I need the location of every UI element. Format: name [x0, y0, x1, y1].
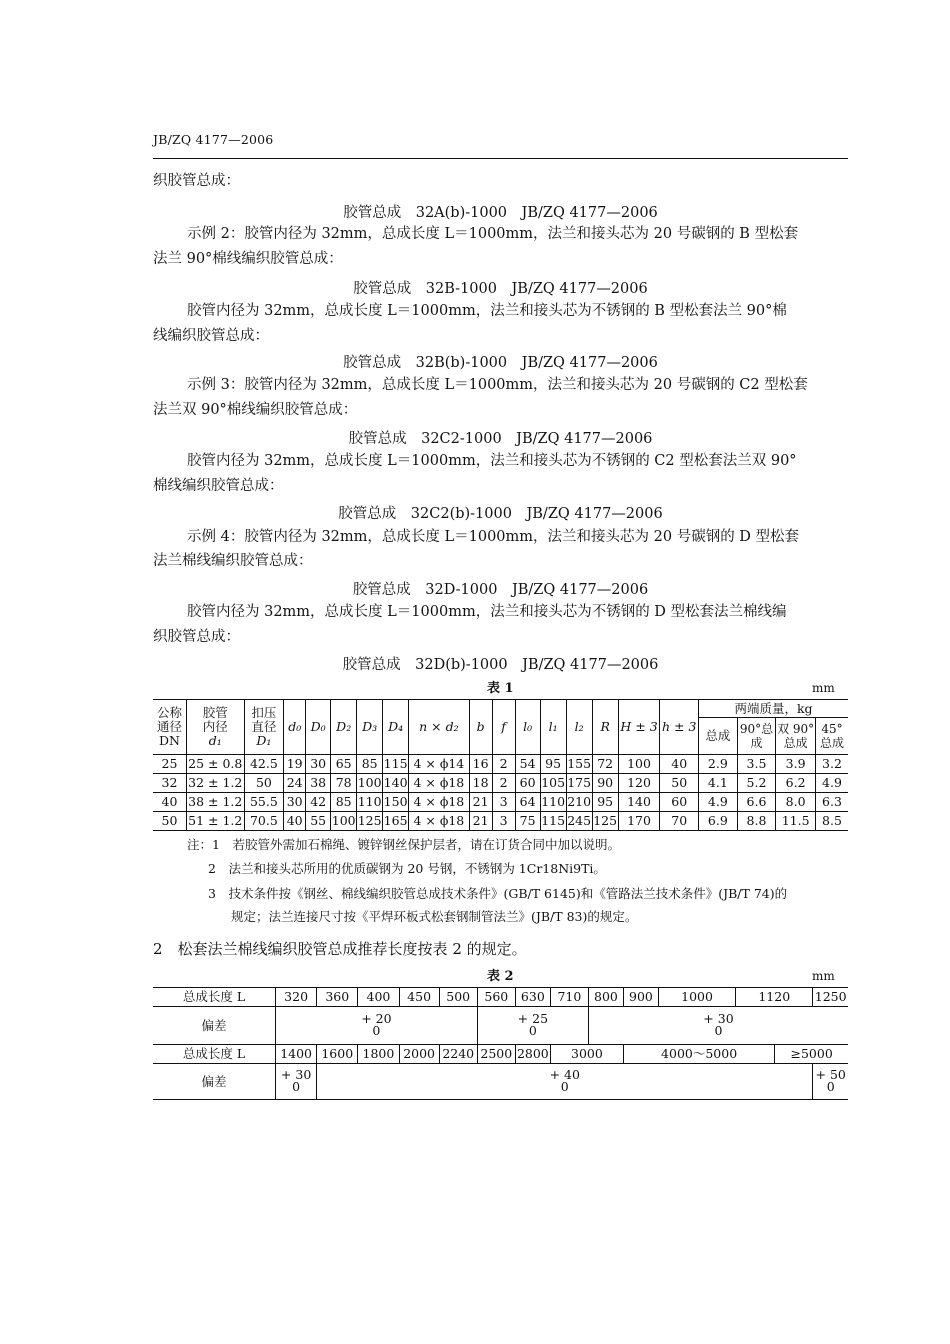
table-cell: 64 [515, 793, 540, 812]
table-cell: 155 [566, 755, 592, 774]
designation-line: 胶管总成 32C2-1000 JB/ZQ 4177—2006 [348, 431, 653, 447]
table-cell: 5.2 [737, 774, 776, 793]
table-cell: 25 ± 0.8 [186, 755, 244, 774]
table-cell: 6.3 [815, 793, 848, 812]
table-cell: 6.9 [699, 812, 738, 831]
table-cell: 60 [515, 774, 540, 793]
table-cell: 8.8 [737, 812, 776, 831]
tolerance-cell: + 25 0 [477, 1007, 588, 1045]
length-cell: 1250 [813, 988, 848, 1007]
table-cell: 100 [331, 812, 357, 831]
table-cell: 6.2 [776, 774, 816, 793]
table-cell: 40 [284, 812, 306, 831]
header-col: D₄ [383, 700, 409, 755]
table-row [153, 755, 848, 774]
header-col: h ± 3 [660, 700, 699, 755]
length-cell: 2500 [477, 1045, 515, 1064]
table-cell: 55 [306, 812, 331, 831]
table-cell: 150 [383, 793, 409, 812]
table-cell: 21 [469, 812, 492, 831]
table-cell: 115 [540, 812, 566, 831]
header-col: H ± 3 [618, 700, 660, 755]
header-col: l₂ [566, 700, 592, 755]
table-cell: 70 [660, 812, 699, 831]
header-mass: 90°总成 [737, 718, 776, 755]
table-cell: 125 [592, 812, 618, 831]
length-cell: 2000 [399, 1045, 439, 1064]
table-cell: 42.5 [244, 755, 284, 774]
table-cell: 51 ± 1.2 [186, 812, 244, 831]
table-cell: 115 [383, 755, 409, 774]
header-col: f [492, 700, 515, 755]
header-mass: 45°总成 [815, 718, 848, 755]
tolerance-cell: + 20 0 [276, 1007, 478, 1045]
header-rule [153, 158, 848, 159]
table1-caption: 表 1 [487, 681, 514, 696]
length-cell: 4000～5000 [623, 1045, 774, 1064]
length-cell: 1120 [736, 988, 813, 1007]
length-cell: 1000 [658, 988, 735, 1007]
table-cell: 6.6 [737, 793, 776, 812]
length-cell: 500 [439, 988, 477, 1007]
header-mass: 总成 [699, 718, 738, 755]
text-line: 胶管内径为 32mm，总成长度 L＝1000mm，法兰和接头芯为不锈钢的 B 型松套法兰 90°棉 [187, 303, 787, 319]
tol1-label: 偏差 [153, 1007, 276, 1045]
header-crimp-diameter: 扣压 直径 D₁ [244, 700, 284, 755]
text-line: 胶管内径为 32mm，总成长度 L＝1000mm，法兰和接头芯为不锈钢的 C2 型松套法兰双 90° [187, 453, 797, 469]
designation-line: 胶管总成 32C2(b)-1000 JB/ZQ 4177—2006 [338, 506, 663, 522]
table-cell: 165 [383, 812, 409, 831]
tolerance-cell: + 40 0 [317, 1064, 813, 1100]
length-cell: 320 [276, 988, 317, 1007]
table-cell: 110 [540, 793, 566, 812]
table-cell: 21 [469, 793, 492, 812]
length-cell: 400 [358, 988, 399, 1007]
length-cell: 1400 [276, 1045, 317, 1064]
length-cell: 1600 [317, 1045, 358, 1064]
table-cell: 30 [306, 755, 331, 774]
table-cell: 65 [331, 755, 357, 774]
table-cell: 120 [618, 774, 660, 793]
header-mass: 双 90°总成 [776, 718, 816, 755]
table-cell: 210 [566, 793, 592, 812]
note-1: 注：1 若胶管外需加石棉绳、镀锌钢丝保护层者，请在订货合同中加以说明。 [187, 837, 620, 852]
note-2: 2 法兰和接头芯所用的优质碳钢为 20 号钢，不锈钢为 1Cr18Ni9Ti。 [208, 861, 606, 876]
table-cell: 24 [284, 774, 306, 793]
table-cell: 40 [660, 755, 699, 774]
table-row [153, 774, 848, 793]
table-cell: 25 [153, 755, 186, 774]
table-cell: 19 [284, 755, 306, 774]
designation-line: 胶管总成 32B(b)-1000 JB/ZQ 4177—2006 [343, 355, 658, 371]
table-cell: 2 [492, 774, 515, 793]
table1-dimensions [153, 699, 848, 831]
table-row [153, 793, 848, 812]
table-cell: 2 [492, 755, 515, 774]
table-cell: 3.9 [776, 755, 816, 774]
table2-lengths [153, 987, 848, 1100]
length-cell: 630 [515, 988, 550, 1007]
text-line: 法兰双 90°棉线编织胶管总成： [153, 402, 358, 418]
table-cell: 18 [469, 774, 492, 793]
table-cell: 85 [357, 755, 383, 774]
text-line: 线编织胶管总成： [153, 328, 269, 344]
table-cell: 16 [469, 755, 492, 774]
note-3-continued: 规定；法兰连接尺寸按《平焊环板式松套钢制管法兰》(JB/T 83)的规定。 [231, 909, 638, 924]
text-line: 胶管内径为 32mm，总成长度 L＝1000mm，法兰和接头芯为不锈钢的 D 型松套法兰棉线编 [187, 604, 787, 620]
length-cell: 710 [550, 988, 588, 1007]
tol2-label: 偏差 [153, 1064, 276, 1100]
table-cell: 42 [306, 793, 331, 812]
designation-line: 胶管总成 32B-1000 JB/ZQ 4177—2006 [353, 281, 648, 297]
tolerance-cell: + 30 0 [588, 1007, 848, 1045]
table-cell: 4.9 [815, 774, 848, 793]
table-cell: 4 × ϕ18 [409, 812, 470, 831]
table-row [153, 812, 848, 831]
table2-caption: 表 2 [487, 969, 514, 984]
length-cell: 450 [399, 988, 439, 1007]
length-cell: 2240 [439, 1045, 477, 1064]
length-cell: 2800 [515, 1045, 550, 1064]
length-cell: 3000 [550, 1045, 623, 1064]
table-cell: 95 [540, 755, 566, 774]
text-line: 法兰 90°棉线编织胶管总成： [153, 251, 343, 267]
header-col: d₀ [284, 700, 306, 755]
table-cell: 100 [357, 774, 383, 793]
table-cell: 100 [618, 755, 660, 774]
header-dn: 公称 通径 DN [153, 700, 186, 755]
length-cell: 900 [623, 988, 658, 1007]
table-cell: 4 × ϕ18 [409, 793, 470, 812]
tolerance-cell: + 50 0 [813, 1064, 848, 1100]
designation-line: 胶管总成 32D-1000 JB/ZQ 4177—2006 [352, 582, 649, 598]
header-col: b [469, 700, 492, 755]
table-cell: 170 [618, 812, 660, 831]
document-code-header: JB/ZQ 4177—2006 [153, 132, 274, 147]
table-cell: 60 [660, 793, 699, 812]
table-cell: 125 [357, 812, 383, 831]
table-cell: 105 [540, 774, 566, 793]
header-col: D₀ [306, 700, 331, 755]
table-cell: 32 ± 1.2 [186, 774, 244, 793]
table-cell: 50 [153, 812, 186, 831]
table-cell: 75 [515, 812, 540, 831]
table-cell: 140 [383, 774, 409, 793]
table-cell: 4.9 [699, 793, 738, 812]
table-cell: 8.5 [815, 812, 848, 831]
designation-line: 胶管总成 32D(b)-1000 JB/ZQ 4177—2006 [342, 657, 659, 673]
header-hose-id: 胶管 内径 d₁ [186, 700, 244, 755]
table-cell: 50 [244, 774, 284, 793]
note-3: 3 技术条件按《钢丝、棉线编织胶管总成技术条件》(GB/T 6145)和《管路法兰技术条件》(JB/T 74)的 [208, 886, 788, 901]
header-col: D₂ [331, 700, 357, 755]
length-cell: 360 [317, 988, 358, 1007]
table2-unit: mm [812, 969, 835, 983]
text-line: 示例 3：胶管内径为 32mm，总成长度 L＝1000mm，法兰和接头芯为 20 号碳钢的 C2 型松套 [187, 377, 808, 393]
table-cell: 30 [284, 793, 306, 812]
text-line: 棉线编织胶管总成： [153, 478, 284, 494]
table-cell: 38 ± 1.2 [186, 793, 244, 812]
text-line: 织胶管总成： [153, 173, 240, 189]
length-cell: 560 [477, 988, 515, 1007]
length-cell: 1800 [358, 1045, 399, 1064]
table-cell: 95 [592, 793, 618, 812]
table-cell: 3 [492, 812, 515, 831]
table-cell: 4 × ϕ14 [409, 755, 470, 774]
table-cell: 175 [566, 774, 592, 793]
table-cell: 40 [153, 793, 186, 812]
table1-unit: mm [812, 681, 835, 695]
table-cell: 4.1 [699, 774, 738, 793]
table-cell: 245 [566, 812, 592, 831]
tolerance-cell: + 30 0 [276, 1064, 317, 1100]
table-cell: 85 [331, 793, 357, 812]
text-line: 示例 4：胶管内径为 32mm，总成长度 L＝1000mm，法兰和接头芯为 20 号碳钢的 D 型松套 [187, 529, 800, 545]
table-cell: 3.2 [815, 755, 848, 774]
table-cell: 110 [357, 793, 383, 812]
table-cell: 32 [153, 774, 186, 793]
table-cell: 50 [660, 774, 699, 793]
table-cell: 90 [592, 774, 618, 793]
length-cell: ≥5000 [775, 1045, 848, 1064]
table-cell: 38 [306, 774, 331, 793]
table-cell: 8.0 [776, 793, 816, 812]
text-line: 示例 2：胶管内径为 32mm，总成长度 L＝1000mm，法兰和接头芯为 20 号碳钢的 B 型松套 [187, 226, 799, 242]
table-cell: 11.5 [776, 812, 816, 831]
table-cell: 3 [492, 793, 515, 812]
row1-label: 总成长度 L [153, 988, 276, 1007]
designation-line: 胶管总成 32A(b)-1000 JB/ZQ 4177—2006 [343, 205, 658, 221]
header-col: l₁ [540, 700, 566, 755]
header-col: n × d₂ [409, 700, 470, 755]
header-mass-group: 两端质量，kg [699, 700, 848, 718]
row2-label: 总成长度 L [153, 1045, 276, 1064]
length-cell: 800 [588, 988, 623, 1007]
table-cell: 78 [331, 774, 357, 793]
table-cell: 70.5 [244, 812, 284, 831]
text-line: 织胶管总成： [153, 629, 240, 645]
table-cell: 3.5 [737, 755, 776, 774]
table-cell: 55.5 [244, 793, 284, 812]
header-col: D₃ [357, 700, 383, 755]
table-cell: 54 [515, 755, 540, 774]
table-cell: 4 × ϕ18 [409, 774, 470, 793]
header-col: R [592, 700, 618, 755]
section-2-title: 2 松套法兰棉线编织胶管总成推荐长度按表 2 的规定。 [153, 940, 527, 958]
table-cell: 2.9 [699, 755, 738, 774]
table-cell: 140 [618, 793, 660, 812]
text-line: 法兰棉线编织胶管总成： [153, 553, 313, 569]
table-cell: 72 [592, 755, 618, 774]
header-col: l₀ [515, 700, 540, 755]
